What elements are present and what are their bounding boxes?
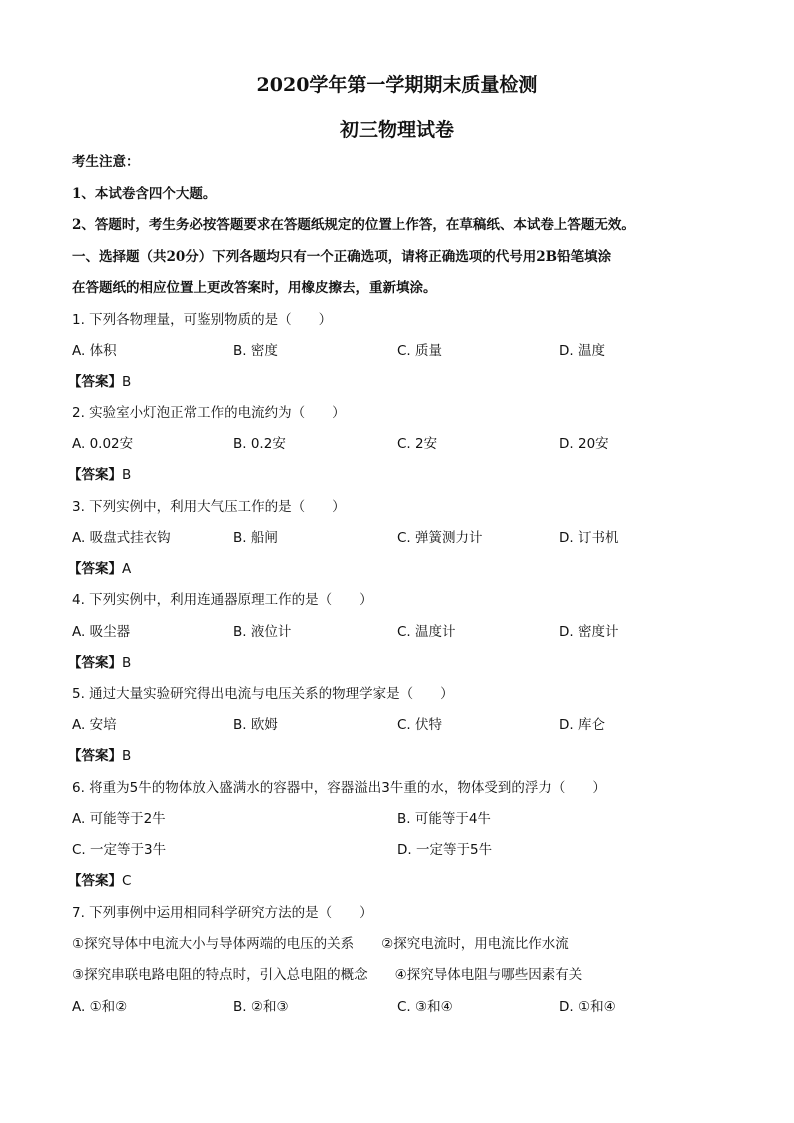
question-5-stem: 5. 通过大量实验研究得出电流与电压关系的物理学家是（ ） — [72, 686, 454, 702]
q1-option-b: B. 密度 — [233, 343, 278, 359]
question-1-stem: 1. 下列各物理量，可鉴别物质的是（ ） — [72, 312, 333, 328]
q1-option-d: D. 温度 — [559, 343, 605, 359]
answer-tag: 【答案】 — [68, 873, 122, 889]
q2-option-d: D. 20安 — [559, 436, 609, 452]
q6-option-b: B. 可能等于4牛 — [397, 811, 491, 827]
answer-tag: 【答案】 — [68, 561, 122, 577]
answer-tag: 【答案】 — [68, 467, 122, 483]
q6-option-d: D. 一定等于5牛 — [397, 842, 493, 858]
q3-option-d: D. 订书机 — [559, 530, 619, 546]
q7-statement-1-2: ①探究导体中电流大小与导体两端的电压的关系 ②探究电流时，用电流比作水流 — [72, 936, 569, 952]
answer-value: B — [122, 467, 132, 483]
q7-option-b: B. ②和③ — [233, 999, 289, 1015]
q5-option-b: B. 欧姆 — [233, 717, 278, 733]
notice-item-2: 2、答题时，考生务必按答题要求在答题纸规定的位置上作答，在草稿纸、本试卷上答题无效。 — [72, 217, 635, 233]
q2-option-c: C. 2安 — [397, 436, 438, 452]
q7-option-d: D. ①和④ — [559, 999, 616, 1015]
answer-value: B — [122, 374, 132, 390]
question-6-stem: 6. 将重为5牛的物体放入盛满水的容器中，容器溢出3牛重的水，物体受到的浮力（ ） — [72, 780, 606, 796]
q5-option-c: C. 伏特 — [397, 717, 443, 733]
question-7-stem: 7. 下列事例中运用相同科学研究方法的是（ ） — [72, 905, 373, 921]
exam-title: 2020学年第一学期期末质量检测 — [256, 74, 538, 96]
answer-tag: 【答案】 — [68, 655, 122, 671]
q5-option-a: A. 安培 — [72, 717, 117, 733]
answer-tag: 【答案】 — [68, 748, 122, 764]
notice-heading: 考生注意： — [72, 154, 140, 170]
q4-option-d: D. 密度计 — [559, 624, 619, 640]
q7-statement-3-4: ③探究串联电路电阻的特点时，引入总电阻的概念 ④探究导体电阻与哪些因素有关 — [72, 967, 583, 983]
q1-answer — [68, 370, 131, 390]
question-4-stem: 4. 下列实例中，利用连通器原理工作的是（ ） — [72, 592, 373, 608]
q6-answer — [68, 869, 131, 889]
answer-tag: 【答案】 — [68, 374, 122, 390]
q6-option-a: A. 可能等于2牛 — [72, 811, 166, 827]
q5-option-d: D. 库仑 — [559, 717, 605, 733]
exam-subtitle: 初三物理试卷 — [339, 119, 454, 141]
notice-item-1: 1、本试卷含四个大题。 — [72, 186, 217, 202]
answer-value: C — [122, 873, 132, 889]
answer-value: B — [122, 748, 132, 764]
q2-option-a: A. 0.02安 — [72, 436, 134, 452]
q4-option-a: A. 吸尘器 — [72, 624, 131, 640]
question-2-stem: 2. 实验室小灯泡正常工作的电流约为（ ） — [72, 405, 346, 421]
question-3-stem: 3. 下列实例中，利用大气压工作的是（ ） — [72, 499, 346, 515]
q1-option-a: A. 体积 — [72, 343, 117, 359]
q7-option-a: A. ①和② — [72, 999, 128, 1015]
q2-option-b: B. 0.2安 — [233, 436, 286, 452]
answer-value: B — [122, 655, 132, 671]
q3-option-b: B. 船闸 — [233, 530, 278, 546]
q3-option-a: A. 吸盘式挂衣钩 — [72, 530, 171, 546]
q4-option-b: B. 液位计 — [233, 624, 292, 640]
q1-option-c: C. 质量 — [397, 343, 443, 359]
q3-option-c: C. 弹簧测力计 — [397, 530, 483, 546]
q4-answer — [68, 651, 131, 671]
q4-option-c: C. 温度计 — [397, 624, 456, 640]
q2-answer — [68, 463, 131, 483]
section-instruction-2: 在答题纸的相应位置上更改答案时，用橡皮擦去，重新填涂。 — [72, 280, 437, 296]
q5-answer — [68, 744, 131, 764]
answer-value: A — [122, 561, 132, 577]
q6-option-c: C. 一定等于3牛 — [72, 842, 167, 858]
q7-option-c: C. ③和④ — [397, 999, 453, 1015]
section-instruction-1: 一、选择题（共20分）下列各题均只有一个正确选项，请将正确选项的代号用2B铅笔填涂 — [72, 249, 612, 265]
q3-answer — [68, 557, 131, 577]
